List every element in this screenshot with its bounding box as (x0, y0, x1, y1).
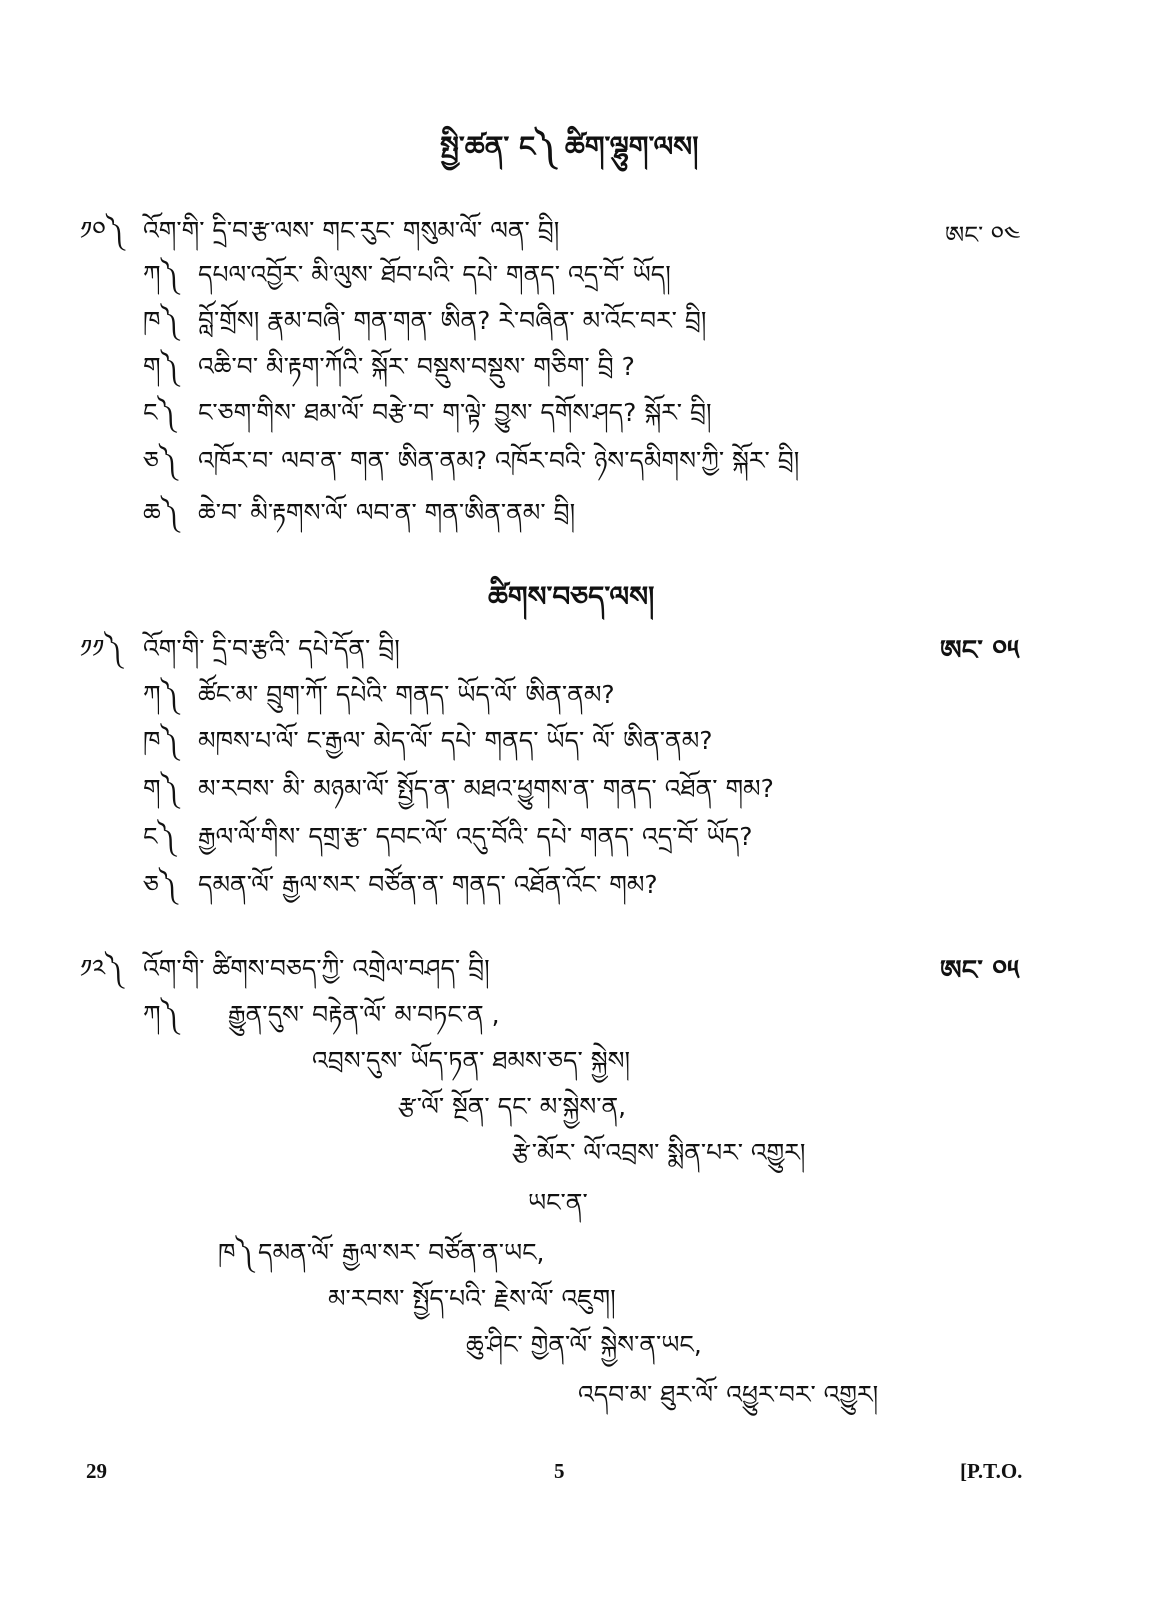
question-number: ༡༠༽ (80, 216, 124, 245)
item-label: ཁ༽ (218, 1238, 254, 1267)
item-text: མ་རབས་ མི་ མཉམ་ལོ་ སྤྱོད་ན་ མཐའ་ཕྱུགས་ན་ གནད་ འཐོན་ གམ? (198, 774, 774, 803)
question-number: ༡༢༽ (80, 954, 123, 983)
section-heading-verse: ཚིགས་བཅད་ལས། (488, 580, 655, 613)
item-label: ཅ༽ (143, 870, 177, 899)
item-text: དཔལ་འབྱོར་ མི་ལུས་ ཐོབ་པའི་ དཔེ་ གནད་ འདྲ་བོ་ ཡོད། (198, 260, 671, 289)
item-label: ང༽ (143, 822, 176, 851)
item-text: ང་ཅག་གིས་ ཐམ་ལོ་ བརྩེ་བ་ ག་ལྟེ་ བྱུས་ དགོས་ཤད? སྐོར་ བྲི། (198, 398, 712, 427)
section-heading-prose: སྤྱི་ཚན་ ང༽ ཚིག་ལྷུག་ལས། (440, 130, 699, 163)
question-text: འོག་གི་ དྲི་བ་རྩའི་ དཔེ་དོན་ བྲི། (143, 634, 400, 663)
verse-line: རྒྱུན་དུས་ བརྟེན་ལོ་ མ་བཏང་ན , (228, 1000, 500, 1029)
item-label: ཁ༽ (143, 306, 179, 335)
question-marks: ཨང་ ༠༤ (945, 221, 1021, 249)
item-label: ག༽ (143, 352, 179, 381)
item-label: ཀ༽ (143, 680, 179, 709)
item-label: ཆ༽ (143, 498, 179, 527)
item-label: ཀ༽ (143, 1000, 179, 1029)
verse-line: དམན་ལོ་ རྒྱལ་སར་ བཙོན་ན་ཡང, (258, 1238, 545, 1267)
question-text: འོག་གི་ ཚིགས་བཅད་ཀྱི་ འགྲེལ་བཤད་ བྲི། (143, 954, 490, 983)
verse-line: རྩ་ལོ་ སྔོན་ དང་ མ་སྐྱེས་ན, (398, 1092, 627, 1121)
item-label: ག༽ (143, 774, 179, 803)
verse-line: མ་རབས་ སྤྱོད་པའི་ རྗེས་ལོ་ འཇུག། (328, 1284, 616, 1313)
verse-line: རྩེ་མོར་ ལོ་འབྲས་ སྨིན་པར་ འགྱུར། (512, 1138, 806, 1167)
item-text: ཚོང་མ་ བྲུག་ཀོ་ དཔེའི་ གནད་ ཡོད་ལོ་ ཨིན་ནམ? (198, 680, 615, 709)
please-turn-over: [P.T.O. (960, 1459, 1023, 1483)
or-separator: ཡང་ན་ (528, 1188, 588, 1217)
item-text: འཆི་བ་ མི་རྟག་ཀོའི་ སྐོར་ བསྡུས་བསྡུས་ གཅིག་ བྲི ? (198, 352, 635, 381)
item-text: དམན་ལོ་ རྒྱལ་སར་ བཙོན་ན་ གནད་ འཐོན་འོང་ གམ? (198, 870, 658, 899)
question-text: འོག་གི་ དྲི་བ་རྩ་ལས་ གང་རུང་ གསུམ་ལོ་ ལན་ བྲི། (143, 216, 560, 245)
verse-line: འབྲས་དུས་ ཡོད་ཏན་ ཐམས་ཅད་ སྐྱེས། (312, 1046, 631, 1075)
item-text: རྒྱལ་ལོ་གིས་ དགྲ་རྩ་ དབང་ལོ་ འདུ་བོའི་ དཔེ་ གནད་ འདྲ་བོ་ ཡོད? (198, 822, 753, 851)
verse-line: འདབ་མ་ ཐུར་ལོ་ འཕྱུར་བར་ འགྱུར། (578, 1380, 879, 1409)
item-label: ཅ༽ (143, 446, 177, 475)
page-number: 5 (554, 1459, 565, 1483)
question-marks: ཨང་ ༠༥ (940, 955, 1020, 986)
paper-code: 29 (86, 1459, 107, 1483)
question-marks: ཨང་ ༠༥ (940, 635, 1020, 666)
item-text: མཁས་པ་ལོ་ ང་རྒྱལ་ མེད་ལོ་ དཔེ་ གནད་ ཡོད་ ལོ་ ཨིན་ནམ? (198, 726, 713, 755)
item-text: འཁོར་བ་ ལབ་ན་ གན་ ཨིན་ནམ? འཁོར་བའི་ ཉེས་དམིགས་ཀྱི་ སྐོར་ བྲི། (198, 446, 800, 475)
item-label: ཁ༽ (143, 726, 179, 755)
question-number: ༡༡༽ (80, 634, 123, 663)
item-label: ང༽ (143, 398, 176, 427)
item-label: ཀ༽ (143, 260, 179, 289)
item-text: ཆེ་བ་ མི་རྟགས་ལོ་ ལབ་ན་ གན་ཨིན་ནམ་ བྲི། (198, 498, 576, 527)
verse-line: ཆུ་ཤིང་ གྱེན་ལོ་ སྐྱེས་ན་ཡང, (466, 1330, 702, 1359)
item-text: བློ་གྲོས། རྣམ་བཞི་ གན་གན་ ཨིན? རེ་བཞིན་ མ་འོང་བར་ བྲི། (198, 306, 707, 335)
